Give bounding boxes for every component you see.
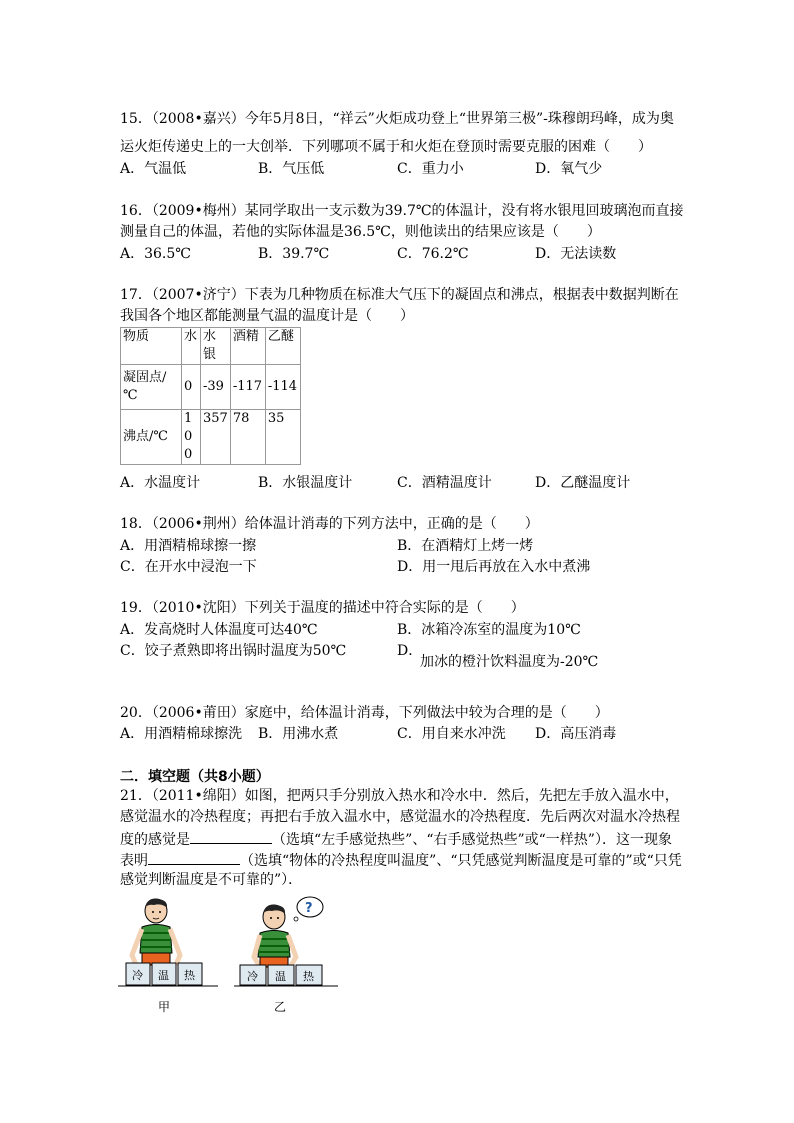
table-cell: -117 [230, 365, 265, 410]
q20-option-a: A．用酒精棉球擦洗 [120, 726, 243, 742]
q21-line4-choices: （选填“物体的冷热程度叫温度”、“只凭感觉判断温度是可靠的”或“只凭 [240, 853, 682, 869]
q17-option-a: A．水温度计 [120, 475, 201, 491]
table-cell: 0 [182, 365, 201, 410]
basin-label-hot: 热 [184, 969, 195, 982]
q21-line5: 感觉判断温度是不可靠的”）． [120, 872, 303, 888]
q16-option-d: D．无法读数 [535, 246, 617, 262]
q18-option-d: D．用一甩后再放在入水中煮沸 [397, 559, 591, 575]
table-header-cell: 水 [182, 328, 201, 365]
q18-option-b: B．在酒精灯上烤一烤 [397, 538, 534, 554]
table-cell: 78 [230, 410, 265, 465]
table-row [121, 365, 301, 410]
q16-option-c: C．76.2℃ [397, 246, 469, 262]
q19-option-d-label: D． [397, 643, 423, 659]
table-cell: 凝固点/℃ [121, 365, 182, 410]
q19-option-b: B．冰箱冷冻室的温度为10℃ [397, 622, 581, 638]
q21-line3-text: 度的感觉是 [120, 832, 190, 848]
q15-line2: 运火炬传递史上的一大创举．下列哪项不属于和火炬在登顶时需要克服的困难（ ） [120, 139, 652, 155]
q16-option-b: B．39.7℃ [258, 246, 330, 262]
q15-option-a: A．气温低 [120, 161, 187, 177]
q18-option-a: A．用酒精棉球擦一擦 [120, 538, 257, 554]
q18-option-c: C．在开水中浸泡一下 [120, 559, 257, 575]
table-cell: 沸点/℃ [121, 410, 182, 465]
substance-properties-table [120, 327, 301, 465]
table-cell: -39 [201, 365, 231, 410]
q21-line4-text: 表明 [120, 853, 148, 869]
q15-line1: 15．（2008•嘉兴）今年5月8日，“祥云”火炬成功登上“世界第三极”-珠穆朗玛峰，成为奥 [120, 111, 674, 127]
figure-label-jia: 甲 [158, 1000, 171, 1014]
basin-label-cold: 冷 [132, 969, 143, 982]
table-cell: 100 [182, 410, 201, 465]
q19-option-a: A．发高烧时人体温度可达40℃ [120, 622, 318, 638]
q17-line2: 我国各个地区都能测量气温的温度计是（ ） [120, 308, 414, 324]
thought-question-mark: ? [305, 901, 313, 916]
table-header-cell: 酒精 [230, 328, 265, 365]
q19-option-d-text: 加冰的橙汁饮料温度为-20℃ [420, 654, 599, 670]
q15-option-d: D．氧气少 [535, 161, 603, 177]
table-cell: -114 [265, 365, 300, 410]
q20-option-d: D．高压消毒 [535, 726, 617, 742]
q19-option-c: C．饺子煮熟即将出锅时温度为50℃ [120, 643, 347, 659]
table-cell: 35 [265, 410, 300, 465]
q21-line3 [120, 829, 672, 849]
q21-line4 [120, 850, 682, 870]
table-header-cell: 水银 [201, 328, 231, 365]
q21-line3-choices: （选填“左手感觉热些”、“右手感觉热些”或“一样热”）．这一现象 [272, 832, 672, 848]
q19-line1: 19．（2010•沈阳）下列关于温度的描述中符合实际的是（ ） [120, 600, 525, 616]
q16-option-a: A．36.5℃ [120, 246, 191, 262]
q17-option-c: C．酒精温度计 [397, 475, 492, 491]
q17-line1: 17．（2007•济宁）下表为几种物质在标准大气压下的凝固点和沸点，根据表中数据判断在 [120, 287, 679, 303]
table-header-cell: 乙醚 [265, 328, 300, 365]
q21-line1: 21．（2011•绵阳）如图，把两只手分别放入热水和冷水中．然后，先把左手放入温水中， [120, 788, 679, 804]
q17-option-d: D．乙醚温度计 [535, 475, 631, 491]
figure-label-yi: 乙 [274, 1000, 287, 1014]
figure-right-boy-thinking [234, 895, 338, 995]
q15-option-b: B．气压低 [258, 161, 325, 177]
q20-option-c: C．用自来水冲洗 [397, 726, 506, 742]
table-row [121, 410, 301, 465]
q20-option-b: B．用沸水煮 [258, 726, 339, 742]
section-heading: 二．填空题（共8小题） [120, 769, 270, 785]
answer-blank-2[interactable] [148, 850, 240, 865]
figure-left-boy-hands-in-water [118, 895, 218, 995]
q21-line2: 感觉温水的冷热程度；再把右手放入温水中，感觉温水的冷热程度．先后两次对温水冷热程 [120, 809, 680, 825]
q16-line2: 测量自己的体温，若他的实际体温是36.5℃，则他读出的结果应该是（ ） [120, 224, 601, 240]
table-header-cell: 物质 [121, 328, 182, 365]
answer-blank-1[interactable] [190, 829, 272, 844]
q20-line1: 20．（2006•莆田）家庭中，给体温计消毒，下列做法中较为合理的是（ ） [120, 705, 609, 721]
q15-option-c: C．重力小 [397, 161, 464, 177]
q16-line1: 16．（2009•梅州）某同学取出一支示数为39.7℃的体温计，没有将水银甩回玻璃泡而直接 [120, 203, 684, 219]
table-header-row [121, 328, 301, 365]
table-cell: 357 [201, 410, 231, 465]
q17-option-b: B．水银温度计 [258, 475, 353, 491]
basin-label-hot: 热 [303, 970, 314, 983]
basin-label-warm: 温 [158, 969, 169, 982]
q18-line1: 18．（2006•荆州）给体温计消毒的下列方法中，正确的是（ ） [120, 516, 539, 532]
basin-label-warm: 温 [275, 970, 286, 983]
basin-label-cold: 冷 [247, 970, 258, 983]
